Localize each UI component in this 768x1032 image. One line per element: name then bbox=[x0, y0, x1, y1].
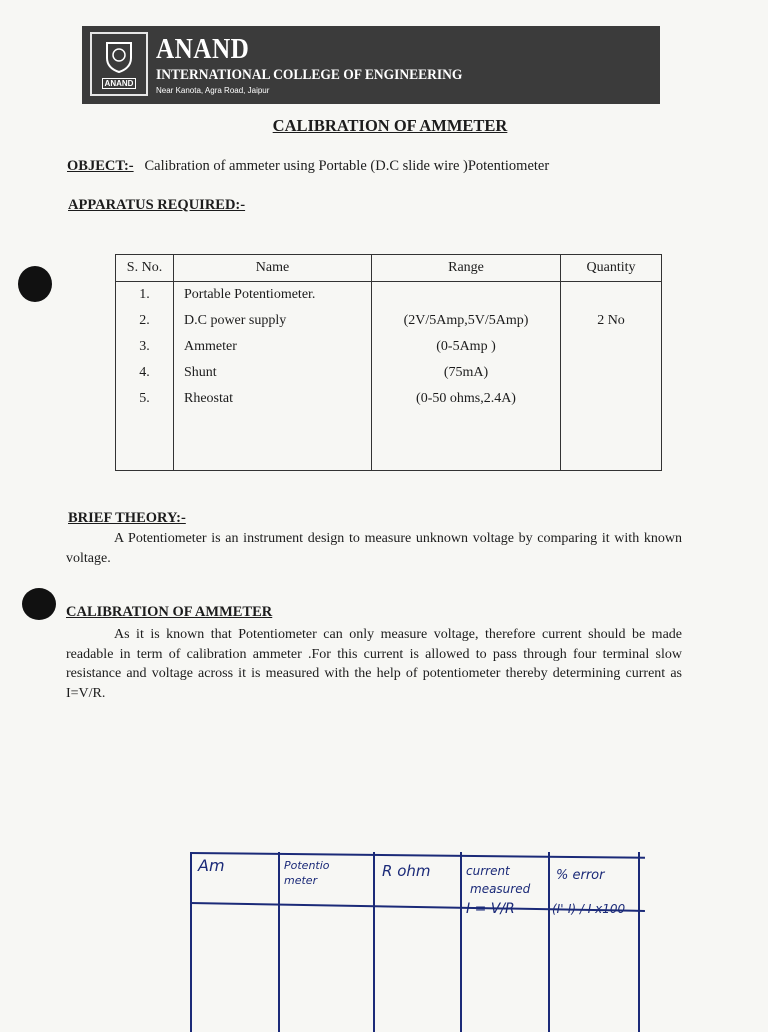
table-row bbox=[116, 360, 662, 386]
ink-blot bbox=[18, 266, 52, 302]
hand-col-current-l3: I = V/R bbox=[466, 901, 515, 917]
table-line bbox=[278, 852, 280, 1032]
header-sno: S. No. bbox=[116, 255, 174, 282]
cell-empty bbox=[116, 412, 174, 470]
brief-theory-paragraph bbox=[66, 529, 682, 568]
table-row bbox=[116, 386, 662, 412]
table-line bbox=[638, 852, 640, 1032]
college-logo bbox=[90, 32, 148, 96]
logo-text: ANAND bbox=[102, 78, 137, 89]
cell-qty bbox=[561, 334, 662, 360]
hand-col-ammeter: Am bbox=[198, 856, 225, 875]
object-label: OBJECT:- bbox=[67, 158, 134, 174]
cell-sno: 4. bbox=[116, 360, 174, 386]
college-address: Near Kanota, Agra Road, Jaipur bbox=[156, 86, 270, 95]
table-row-empty bbox=[116, 412, 662, 470]
header-range: Range bbox=[372, 255, 561, 282]
table-line bbox=[548, 852, 550, 1032]
hand-col-potentiometer: Potentio meter bbox=[284, 859, 330, 887]
cell-empty bbox=[174, 412, 372, 470]
college-name: ANAND bbox=[156, 34, 250, 65]
college-subtitle: INTERNATIONAL COLLEGE OF ENGINEERING bbox=[156, 67, 463, 83]
table-row bbox=[116, 308, 662, 334]
table-line bbox=[190, 852, 192, 1032]
cell-range: (0-50 ohms,2.4A) bbox=[372, 386, 561, 412]
cell-empty bbox=[561, 412, 662, 470]
header-name: Name bbox=[174, 255, 372, 282]
cell-sno: 3. bbox=[116, 334, 174, 360]
apparatus-heading: APPARATUS REQUIRED:- bbox=[68, 197, 246, 213]
calibration-paragraph bbox=[66, 625, 682, 703]
table-line bbox=[190, 852, 645, 859]
brief-theory-heading: BRIEF THEORY:- bbox=[68, 510, 186, 526]
hand-col-error-l1: % error bbox=[556, 868, 605, 883]
page-title: CALIBRATION OF AMMETER bbox=[272, 116, 508, 135]
table-row bbox=[116, 334, 662, 360]
hand-col-current-l1: current bbox=[466, 864, 510, 878]
ink-blot bbox=[22, 588, 56, 620]
cell-qty bbox=[561, 386, 662, 412]
cell-name: Portable Potentiometer. bbox=[174, 282, 372, 309]
apparatus-table bbox=[115, 254, 662, 471]
object-line bbox=[67, 158, 549, 175]
hand-col-error-l2: (I'-I) / I x100 bbox=[552, 902, 626, 916]
handwritten-observation-table bbox=[190, 852, 645, 1024]
cell-name: Rheostat bbox=[174, 386, 372, 412]
cell-qty bbox=[561, 360, 662, 386]
cell-name: Ammeter bbox=[174, 334, 372, 360]
calibration-heading: CALIBRATION OF AMMETER bbox=[66, 604, 273, 620]
cell-sno: 1. bbox=[116, 282, 174, 309]
table-row bbox=[116, 282, 662, 309]
letterhead-banner bbox=[82, 26, 660, 104]
cell-sno: 2. bbox=[116, 308, 174, 334]
crest-icon bbox=[104, 40, 134, 74]
cell-qty bbox=[561, 282, 662, 309]
hand-col-r-ohm: R ohm bbox=[382, 862, 431, 880]
cell-empty bbox=[372, 412, 561, 470]
table-line bbox=[373, 852, 375, 1032]
cell-sno: 5. bbox=[116, 386, 174, 412]
cell-name: D.C power supply bbox=[174, 308, 372, 334]
calibration-text: As it is known that Potentiometer can only measure voltage, therefore current should be made readable in term of calibration ammeter .For this current is allowed to pass through four terminal slow resistance and voltage across it is measured with the help of potentiometer thereby determining current as I=V/R. bbox=[66, 627, 682, 701]
hand-col-current-l2: measured bbox=[470, 882, 531, 896]
cell-qty: 2 No bbox=[561, 308, 662, 334]
cell-range bbox=[372, 282, 561, 309]
table-header-row bbox=[116, 255, 662, 282]
brief-theory-text: A Potentiometer is an instrument design to measure unknown voltage by comparing it with known voltage. bbox=[66, 531, 682, 566]
object-text: Calibration of ammeter using Portable (D.C slide wire )Potentiometer bbox=[144, 158, 550, 174]
cell-range: (2V/5Amp,5V/5Amp) bbox=[372, 308, 561, 334]
table-line bbox=[460, 852, 462, 1032]
cell-name: Shunt bbox=[174, 360, 372, 386]
header-quantity: Quantity bbox=[561, 255, 662, 282]
cell-range: (75mA) bbox=[372, 360, 561, 386]
cell-range: (0-5Amp ) bbox=[372, 334, 561, 360]
